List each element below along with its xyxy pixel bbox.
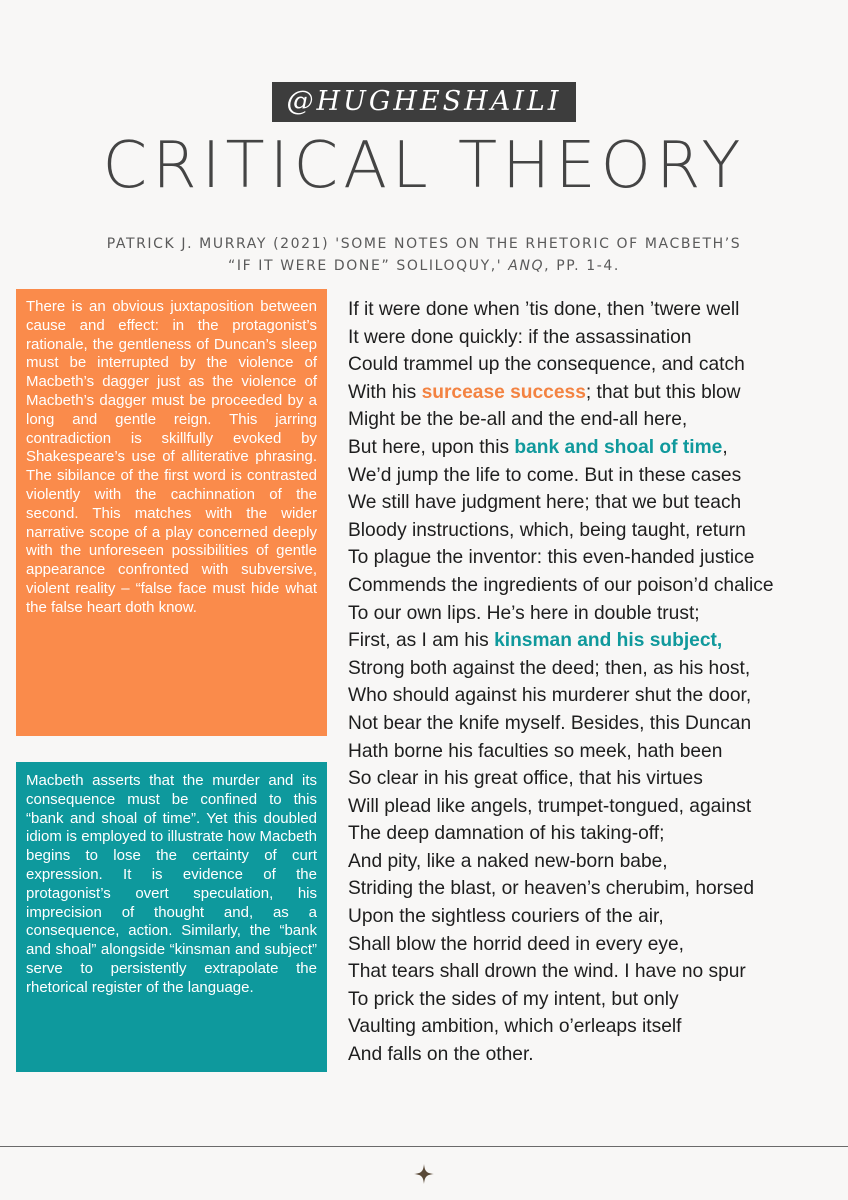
soliloquy-line-part: First, as I am his: [348, 630, 495, 652]
citation-text: PATRICK J. MURRAY (2021) 'SOME NOTES ON THE RHETORIC OF MACBETH’S “IF IT WERE DONE” SOLILOQUY,': [106, 236, 742, 274]
analysis-box-teal: [16, 762, 327, 1072]
soliloquy-line: To prick the sides of my intent, but only: [348, 988, 679, 1010]
soliloquy-line: Strong both against the deed; then, as his host,: [348, 657, 751, 679]
highlight-bank-and-shoal: bank and shoal of time: [514, 436, 723, 458]
soliloquy-line: Commends the ingredients of our poison’d chalice: [348, 574, 774, 596]
soliloquy-line: Not bear the knife myself. Besides, this Duncan: [348, 712, 752, 734]
author-handle: @HUGHESHAILI: [272, 82, 576, 122]
soliloquy-line-part: ,: [722, 436, 728, 458]
citation-pages: , PP. 1-4.: [544, 258, 620, 274]
analysis-orange-text: There is an obvious juxtaposition between cause and effect: in the protagonist’s rationale, the gentleness of Duncan’s sleep must be interrupted by the violence of Macbeth’s dagger just as the violence of Macbeth’s dagger must be proceeded by a long and gentle reign. This jarring contradiction is skillfully evoked by Shakespeare’s use of alliterative phrasing. The sibilance of the first word is contrasted violently with the cachinnation of the second. This matches with the wider narrative scope of a play concerned deeply with the unforeseen possibilities of gentle appearance confronted with subversive, violent reality – “false face must hide what the false heart doth know.: [26, 298, 317, 616]
soliloquy-line: [348, 434, 840, 462]
soliloquy-line: It were done quickly: if the assassination: [348, 326, 692, 348]
soliloquy-line: [348, 379, 840, 407]
soliloquy-line-part: With his: [348, 381, 422, 403]
soliloquy-line: Upon the sightless couriers of the air,: [348, 906, 664, 928]
soliloquy-line: And pity, like a naked new-born babe,: [348, 850, 668, 872]
soliloquy-line: Striding the blast, or heaven’s cherubim, horsed: [348, 878, 755, 900]
soliloquy-line: So clear in his great office, that his virtues: [348, 768, 703, 790]
soliloquy-line: Hath borne his faculties so meek, hath been: [348, 740, 723, 762]
highlight-surcease-success: surcease success: [421, 381, 586, 403]
analysis-teal-text: Macbeth asserts that the murder and its consequence must be confined to this “bank and shoal of time”. Yet this doubled idiom is employed to illustrate how Macbeth begins to lose the certainty of curt expression. It is evidence of the protagonist’s overt speculation, his imprecision of thought and, as a consequence, action. Similarly, the “bank and shoal” alongside “kinsman and subject” serve to persistently extrapolate the rhetorical register of the language.: [26, 772, 317, 996]
soliloquy-text: [348, 296, 840, 1069]
soliloquy-line-part: But here, upon this: [348, 436, 515, 458]
analysis-box-orange: [16, 289, 327, 736]
soliloquy-line: If it were done when ’tis done, then ’twere well: [348, 299, 740, 320]
citation-journal: ANQ: [508, 258, 545, 274]
soliloquy-line: We still have judgment here; that we but teach: [348, 492, 742, 514]
soliloquy-line: And falls on the other.: [348, 1044, 534, 1066]
page-title: CRITICAL THEORY: [102, 129, 746, 203]
four-point-star-icon: [413, 1163, 435, 1185]
soliloquy-line: We’d jump the life to come. But in these cases: [348, 464, 742, 486]
soliloquy-line: The deep damnation of his taking-off;: [348, 823, 665, 845]
soliloquy-line: Bloody instructions, which, being taught, return: [348, 519, 746, 541]
soliloquy-line-part: ; that but this blow: [585, 381, 741, 403]
soliloquy-line: Will plead like angels, trumpet-tongued, against: [348, 795, 752, 817]
highlight-kinsman-and-subject: kinsman and his subject,: [494, 630, 723, 652]
citation: [100, 233, 748, 277]
soliloquy-line: Who should against his murderer shut the door,: [348, 685, 752, 707]
soliloquy-line: Vaulting ambition, which o’erleaps itself: [348, 1016, 682, 1038]
soliloquy-line: Might be the be-all and the end-all here,: [348, 409, 688, 431]
soliloquy-line: To our own lips. He’s here in double trust;: [348, 602, 700, 624]
soliloquy-line: Shall blow the horrid deed in every eye,: [348, 933, 684, 955]
soliloquy-line: That tears shall drown the wind. I have no spur: [348, 961, 746, 983]
soliloquy-line: To plague the inventor: this even-handed justice: [348, 547, 755, 569]
soliloquy-line: [348, 627, 840, 655]
soliloquy-line: Could trammel up the consequence, and catch: [348, 354, 745, 376]
footer-divider: [0, 1146, 848, 1147]
